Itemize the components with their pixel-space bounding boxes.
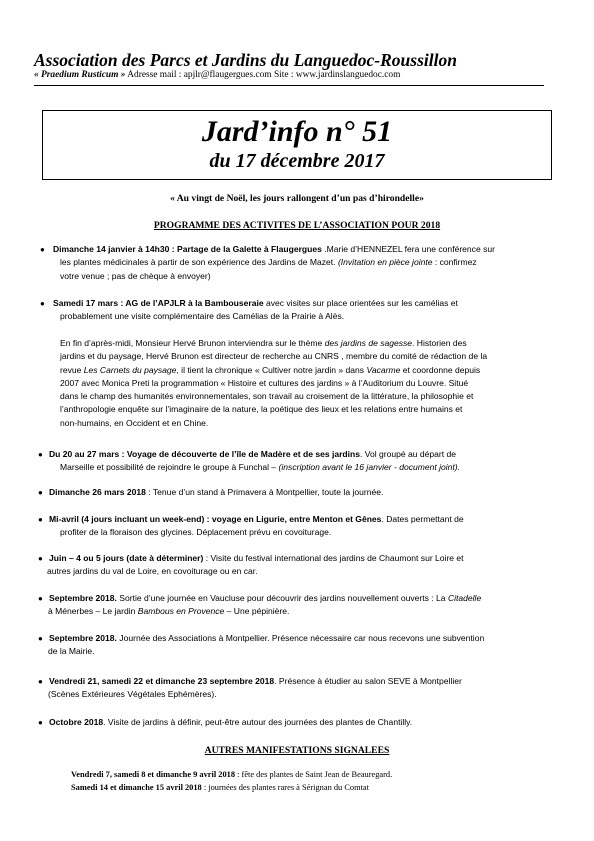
bullet-icon: ● bbox=[38, 554, 43, 563]
contact-info: Adresse mail : apjlr@flaugergues.com Site : www.jardinslanguedoc.com bbox=[125, 70, 401, 80]
proverb-quote: « Au vingt de Noël, les jours rallongent d’un pas d’hirondelle» bbox=[170, 193, 424, 204]
title-box bbox=[42, 110, 552, 180]
newsletter-title: Jard’info n° 51 bbox=[201, 115, 393, 148]
bullet-icon: ● bbox=[38, 677, 43, 686]
newsletter-date: du 17 décembre 2017 bbox=[209, 150, 385, 172]
autres-heading: AUTRES MANIFESTATIONS SIGNALEES bbox=[204, 745, 390, 756]
bullet-icon: ● bbox=[38, 718, 43, 727]
list-item: Samedi 17 mars : AG de l’APJLR à la Bambouseraie avec visites sur place orientées sur les camélias et probablement une visite complémentaire des Camélias de la Prairie à Alès. bbox=[53, 298, 458, 322]
list-item: Dimanche 14 janvier à 14h30 : Partage de la Galette à Flaugergues .Marie d’HENNEZEL fera une conférence sur les plantes médicinales à partir de son expérience des Jardins de Mazet. (Invitation en pièce jointe : confirmez votre venue ; pas de chèque à envoyer) bbox=[53, 244, 495, 281]
list-item: Septembre 2018. Sortie d’une journée en Vaucluse pour découvrir des jardins nouvellement ouverts : La Citadelle à Ménerbes – Le jardin Bambous en Provence – Une pépinière. bbox=[48, 593, 482, 617]
bullet-icon: ● bbox=[40, 299, 45, 308]
header-rule bbox=[34, 85, 544, 86]
list-item: Juin – 4 ou 5 jours (date à déterminer) : Visite du festival international des jardins de Chaumont sur Loire et autres jardins du val de Loire, en covoiturage ou en car. bbox=[47, 553, 464, 577]
list-item: Vendredi 21, samedi 22 et dimanche 23 septembre 2018. Présence à étudier au salon SEVE à Montpellier (Scènes Extérieures Végétales Ephémères). bbox=[48, 676, 462, 700]
praedium-label: « Praedium Rusticum » bbox=[34, 70, 126, 80]
contact-line bbox=[34, 70, 400, 80]
bullet-icon: ● bbox=[38, 488, 43, 497]
bullet-icon: ● bbox=[38, 515, 43, 524]
association-name: Association des Parcs et Jardins du Languedoc-Roussillon bbox=[34, 50, 457, 70]
bullet-icon: ● bbox=[38, 634, 43, 643]
list-item: Octobre 2018. Visite de jardins à définir, peut-être autour des journées des plantes de Chantilly. bbox=[49, 717, 413, 727]
list-item: Dimanche 26 mars 2018 : Tenue d’un stand à Primavera à Montpellier, toute la journée. bbox=[49, 487, 384, 497]
programme-heading: PROGRAMME DES ACTIVITES DE L’ASSOCIATION POUR 2018 bbox=[153, 220, 441, 231]
bullet-icon: ● bbox=[40, 245, 45, 254]
item-paragraph: En fin d’après-midi, Monsieur Hervé Brunon interviendra sur le thème des jardins de sagesse. Historien des jardins et du paysage, Hervé Brunon est directeur de recherche au CNRS , membre du comité de rédaction de la revue Les Carnets du paysage, il tient la chronique « Cultiver notre jardin » dans Vacarme et coordonne depuis 2007 avec Monica Preti la programmation « Histoire et cultures des jardins » à l’Auditorium du Louvre. Situé dans le champ des humanités environnementales, son travail au croisement de la littérature, la philosophie et l’anthropologie enquête sur l’imaginaire de la nature, la poétique des lieux et les relations entre humains et non-humains, en Occident et en Chine. bbox=[60, 338, 488, 428]
list-item: Septembre 2018. Journée des Associations à Montpellier. Présence nécessaire car nous recevons une subvention de la Mairie. bbox=[48, 633, 485, 657]
bullet-icon: ● bbox=[38, 594, 43, 603]
list-item: Du 20 au 27 mars : Voyage de découverte de l’île de Madère et de ses jardins. Vol groupé au départ de Marseille et possibilité de rejoindre le groupe à Funchal – (inscription avant le 16 janvier - document joint). bbox=[49, 449, 461, 473]
list-item: Mi-avril (4 jours incluant un week-end) : voyage en Ligurie, entre Menton et Gênes. Dates permettant de profiter de la floraison des glycines. Déplacement prévu en covoiturage. bbox=[49, 514, 464, 538]
event-line: Samedi 14 et dimanche 15 avril 2018 : journées des plantes rares à Sérignan du Comtat bbox=[71, 783, 369, 792]
bullet-icon: ● bbox=[38, 450, 43, 459]
event-line: Vendredi 7, samedi 8 et dimanche 9 avril 2018 : fête des plantes de Saint Jean de Beauregard. bbox=[71, 770, 393, 779]
